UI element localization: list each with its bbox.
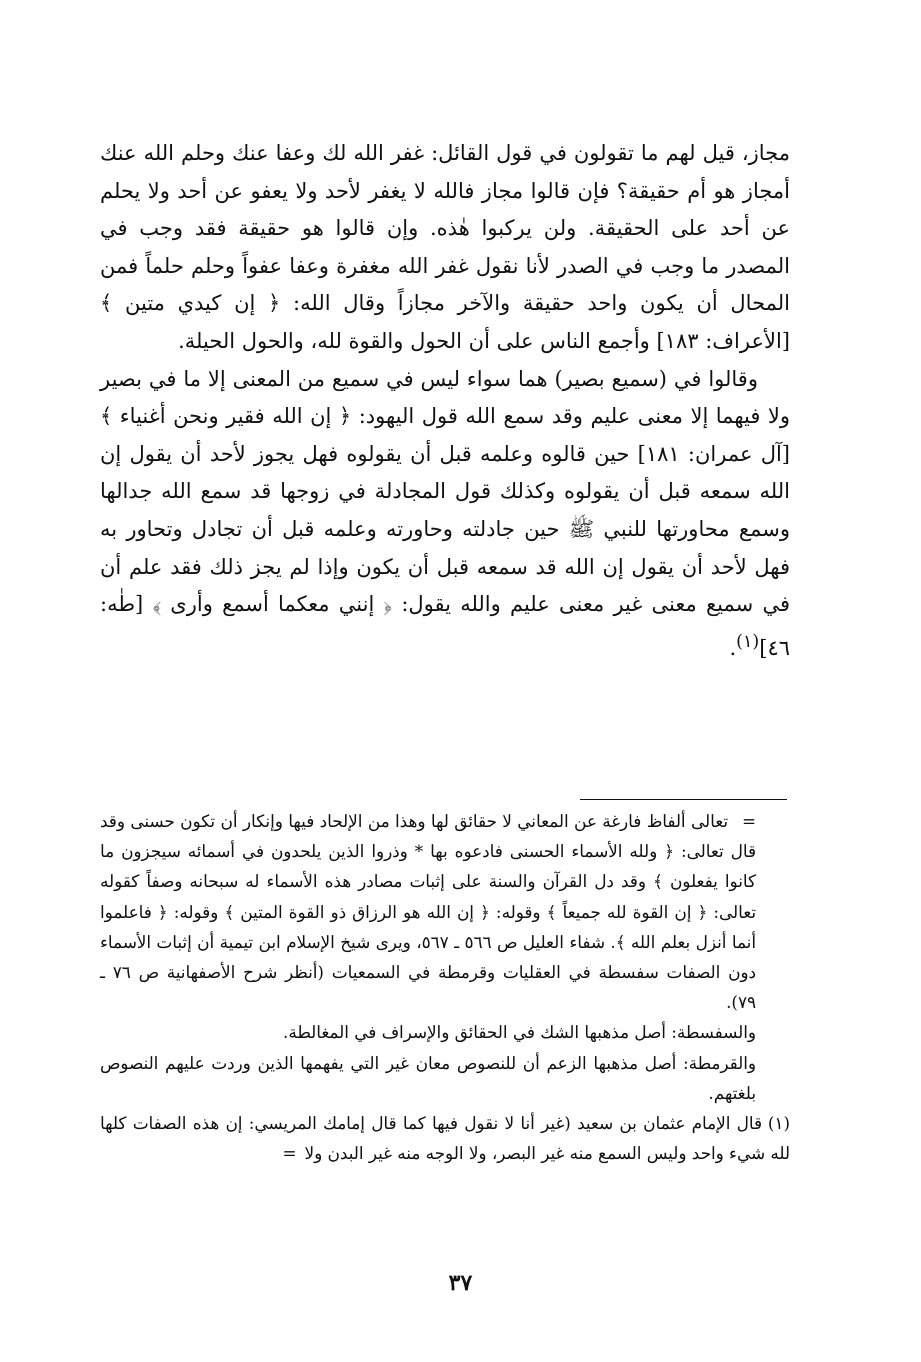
page-number: ٣٧ <box>448 1270 473 1296</box>
footnote-text: تعالى ألفاظ فارغة عن المعاني لا حقائق لها وهذا من الإلحاد فيها وإنكار أن تكون حسنى وقد قال تعالى: ﴿ ولله الأسماء الحسنى فادعوه بها * وذروا الذين يلحدون في أسمائه سيجزون ما كانوا يفعلون ﴾ وقد دل القرآن والسنة على إثبات مصادر هذه الأسماء له سبحانه وصفاً كقوله تعالى: ﴿ إن القوة لله جميعاً ﴾ وقوله: ﴿ إن الله هو الرزاق ذو القوة المتين ﴾ وقوله: ﴿ فاعلموا أنما أنزل بعلم الله ﴾. شفاء العليل ص ٥٦٦ ـ ٥٦٧، ويرى شيخ الإسلام ابن تيمية أن إثبات الأسماء دون الصفات سفسطة في العقليات وقرمطة في السمعيات (أنظر شرح الأصفهانية ص ٧٦ ـ ٧٩). <box>100 811 756 1013</box>
footnote-definition: والقرمطة: أصل مذهبها الزعم أن للنصوص معان غير التي يفهمها الذين وردت عليهم النصوص بلغتهم. <box>100 1052 756 1103</box>
paragraph-end: . <box>729 635 737 660</box>
continuation-mark: = <box>741 811 756 831</box>
main-text <box>100 135 790 667</box>
footnote-separator <box>580 799 787 800</box>
footnote-marker: (١) <box>767 1113 790 1134</box>
footnote-text: قال الإمام عثمان بن سعيد (غير أنا لا نقول فيها كما قال إمامك المريسي: إن هذه الصفات كلها لله شيء واحد وليس السمع منه غير البصر، ولا الوجه منه غير البدن ولا <box>100 1113 790 1164</box>
footnote-item <box>100 1108 790 1168</box>
footnote-definition: والسفسطة: أصل مذهبها الشك في الحقائق والإسراف في المغالطة. <box>283 1022 756 1043</box>
paragraph-text: وقالوا في (سميع بصير) هما سواء ليس في سميع من المعنى إلا ما في بصير ولا فيهما إلا معنى عليم وقد سمع الله قول اليهود: ﴿ إن الله فقير ونحن أغنياء ﴾[آل عمران: ١٨١] حين قالوه وعلمه قبل أن يقولوه فهل يجوز لأحد أن يقول إن الله سمعه قبل أن يقولوه وكذلك قول المجادلة في زوجها قد سمع الله جدالها وسمع محاورتها للنبي ﷺ حين جادلته وحاورته وعلمه قبل أن تجادل وتحاور به فهل لأحد أن يقول إن الله قد سمعه قبل أن يكون وإذا لم يجز ذلك فقد علم أن في سميع معنى غير معنى عليم والله يقول: ﴿ إنني معكما أسمع وأرى ﴾ [طٰه: ٤٦] <box>100 366 790 660</box>
footnote-reference: (١) <box>736 631 760 652</box>
footnote-continuation <box>100 806 790 1017</box>
continuation-mark: = <box>282 1143 297 1164</box>
paragraph <box>100 361 790 668</box>
footnotes <box>100 806 790 1168</box>
paragraph: مجاز، قيل لهم ما تقولون في قول القائل: غفر الله لك وعفا عنك وحلم الله عنك أمجاز هو أم حقيقة؟ فإن قالوا مجاز فالله لا يغفر لأحد ولا يعفو عن أحد ولا يحلم عن أحد على الحقيقة. ولن يركبوا هٰذه. وإن قالوا هو حقيقة فقد وجب في المصدر ما وجب في الصدر لأنا نقول غفر الله مغفرة وعفا عفواً وحلم حلماً فمن المحال أن يكون واحد حقيقة والآخر مجازاً وقال الله: ﴿ إن كيدي متين ﴾ [الأعراف: ١٨٣] وأجمع الناس على أن الحول والقوة لله، والحول الحيلة. <box>100 141 790 353</box>
